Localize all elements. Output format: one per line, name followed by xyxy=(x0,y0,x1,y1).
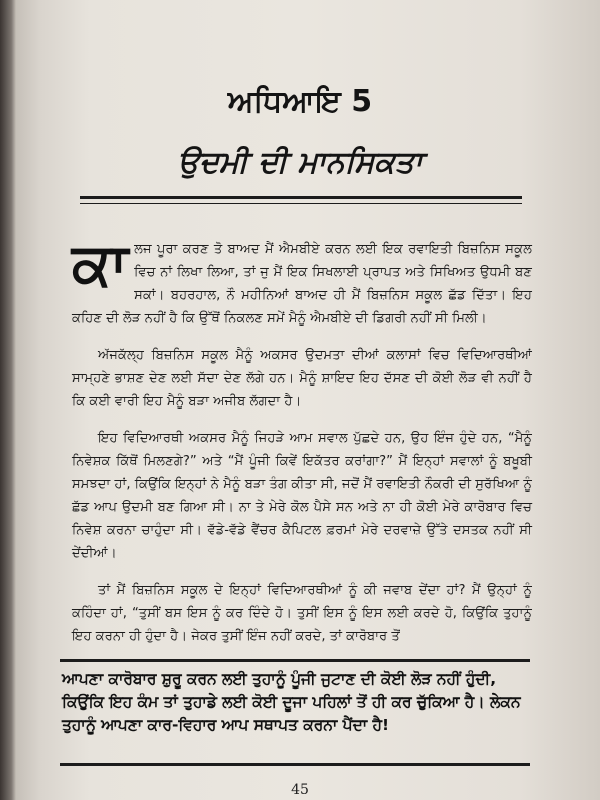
body-text xyxy=(72,230,532,662)
title-rule-thick xyxy=(80,196,522,199)
drop-cap: ਕਾ xyxy=(72,230,129,298)
paragraph-4: ਤਾਂ ਮੈਂ ਬਿਜ਼ਨਿਸ ਸਕੂਲ ਦੇ ਇਨ੍ਹਾਂ ਵਿਦਿਆਰਥੀਆਂ ਨੂੰ ਕੀ ਜਵਾਬ ਦੇਂਦਾ ਹਾਂ? ਮੈਂ ਉਨ੍ਹਾਂ ਨੂੰ ਕਹਿੰਦਾ ਹਾਂ, “ਤੁਸੀਂ ਬਸ ਇਸ ਨੂੰ ਕਰ ਦਿੰਦੇ ਹੋ। ਤੁਸੀਂ ਇਸ ਨੂੰ ਇਸ ਲਈ ਕਰਦੇ ਹੋ, ਕਿਉਂਕਿ ਤੁਹਾਨੂੰ ਇਹ ਕਰਨਾ ਹੀ ਹੁੰਦਾ ਹੈ। ਜੇਕਰ ਤੁਸੀਂ ਇੰਜ ਨਹੀਂ ਕਰਦੇ, ਤਾਂ ਕਾਰੋਬਾਰ ਤੋਂ xyxy=(72,583,532,644)
callout-rule-bottom xyxy=(60,763,530,766)
paragraph-1-text: ਲਜ ਪੂਰਾ ਕਰਣ ਤੋ ਬਾਅਦ ਮੈਂ ਐਮਬੀਏ ਕਰਨ ਲਈ ਇਕ ਰਵਾਇਤੀ ਬਿਜ਼ਨਿਸ ਸਕੂਲ ਵਿਚ ਨਾਂ ਲਿਖਾ ਲਿਆ, ਤਾਂ ਜੁ ਮੈਂ ਇਕ ਸਿਖਲਾਈ ਪ੍ਰਾਪਤ ਅਤੇ ਸਿਖਿਅਤ ਉਧਮੀ ਬਣ ਸਕਾਂ। ਬਹਰਹਾਲ, ਨੌ ਮਹੀਨਿਆਂ ਬਾਅਦ ਹੀ ਮੈਂ ਬਿਜ਼ਨਿਸ ਸਕੂਲ ਛੱਡ ਦਿੱਤਾ। ਇਹ ਕਹਿਣ ਦੀ ਲੋੜ ਨਹੀਂ ਹੈ ਕਿ ਉੱਥੋਂ ਨਿਕਲਣ ਸਮੇਂ ਮੈਨੂੰ ਐਮਬੀਏ ਦੀ ਡਿਗਰੀ ਨਹੀਂ ਸੀ ਮਿਲੀ। xyxy=(72,242,532,326)
paragraph-1 xyxy=(72,230,532,330)
paragraph-2: ਅੱਜਕੱਲ੍ਹ ਬਿਜ਼ਨਿਸ ਸਕੂਲ ਮੈਨੂੰ ਅਕਸਰ ਉਦਮਤਾ ਦੀਆਂ ਕਲਾਸਾਂ ਵਿਚ ਵਿਦਿਆਰਥੀਆਂ ਸਾਮ੍ਹਣੇ ਭਾਸ਼ਣ ਦੇਣ ਲਈ ਸੱਦਾ ਦੇਣ ਲੱਗੇ ਹਨ। ਮੈਨੂੰ ਸ਼ਾਇਦ ਇਹ ਦੱਸਣ ਦੀ ਕੋਈ ਲੋੜ ਵੀ ਨਹੀਂ ਹੈ ਕਿ ਕਈ ਵਾਰੀ ਇਹ ਮੈਨੂੰ ਬੜਾ ਅਜੀਬ ਲੱਗਦਾ ਹੈ। xyxy=(72,348,532,409)
title-rule-thin xyxy=(80,203,522,204)
callout-rule-top xyxy=(60,659,530,662)
paragraph-3: ਇਹ ਵਿਦਿਆਰਥੀ ਅਕਸਰ ਮੈਨੂੰ ਜਿਹੜੇ ਆਮ ਸਵਾਲ ਪੁੱਛਦੇ ਹਨ, ਉਹ ਇੰਜ ਹੁੰਦੇ ਹਨ, “ਮੈਨੂੰ ਨਿਵੇਸ਼ਕ ਕਿੱਥੋਂ ਮਿਲਣਗੇ?” ਅਤੇ “ਮੈਂ ਪੂੰਜੀ ਕਿਵੇਂ ਇਕੱਤਰ ਕਰਾਂਗਾ?” ਮੈਂ ਇਨ੍ਹਾਂ ਸਵਾਲਾਂ ਨੂੰ ਬਖੂਬੀ ਸਮਝਦਾ ਹਾਂ, ਕਿਉਂਕਿ ਇਨ੍ਹਾਂ ਨੇ ਮੈਨੂੰ ਬੜਾ ਤੰਗ ਕੀਤਾ ਸੀ, ਜਦੋਂ ਮੈਂ ਰਵਾਇਤੀ ਨੌਕਰੀ ਦੀ ਸੁਰੱਖਿਆ ਨੂੰ ਛੱਡ ਆਪ ਉਦਮੀ ਬਣ ਗਿਆ ਸੀ। ਨਾ ਤੇ ਮੇਰੇ ਕੋਲ ਪੈਸੇ ਸਨ ਅਤੇ ਨਾ ਹੀ ਕੋਈ ਮੇਰੇ ਕਾਰੋਬਾਰ ਵਿਚ ਨਿਵੇਸ਼ ਕਰਨਾ ਚਾਹੁੰਦਾ ਸੀ। ਵੱਡੇ-ਵੱਡੇ ਵੈਂਚਰ ਕੈਪਿਟਲ ਫ਼ਰਮਾਂ ਮੇਰੇ ਦਰਵਾਜ਼ੇ ਉੱਤੇ ਦਸਤਕ ਨਹੀਂ ਸੀ ਦੇਂਦੀਆਂ। xyxy=(72,431,532,561)
pull-quote: ਆਪਣਾ ਕਾਰੋਬਾਰ ਸ਼ੁਰੂ ਕਰਨ ਲਈ ਤੁਹਾਨੂੰ ਪੂੰਜੀ ਜੁਟਾਣ ਦੀ ਕੋਈ ਲੋੜ ਨਹੀਂ ਹੁੰਦੀ, ਕਿਉਂਕਿ ਇਹ ਕੰਮ ਤਾਂ ਤੁਹਾਡੇ ਲਈ ਕੋਈ ਦੂਜਾ ਪਹਿਲਾਂ ਤੋਂ ਹੀ ਕਰ ਚੁੱਕਿਆ ਹੈ। ਲੇਕਨ ਤੁਹਾਨੂੰ ਆਪਣਾ ਕਾਰ-ਵਿਹਾਰ ਆਪ ਸਥਾਪਤ ਕਰਨਾ ਪੈਂਦਾ ਹੈ! xyxy=(62,670,521,734)
chapter-title: ਉਦਮੀ ਦੀ ਮਾਨਸਿਕਤਾ xyxy=(177,145,423,180)
page-number: 45 xyxy=(291,782,309,798)
chapter-number: ਅਧਿਆਇ 5 xyxy=(227,84,373,119)
